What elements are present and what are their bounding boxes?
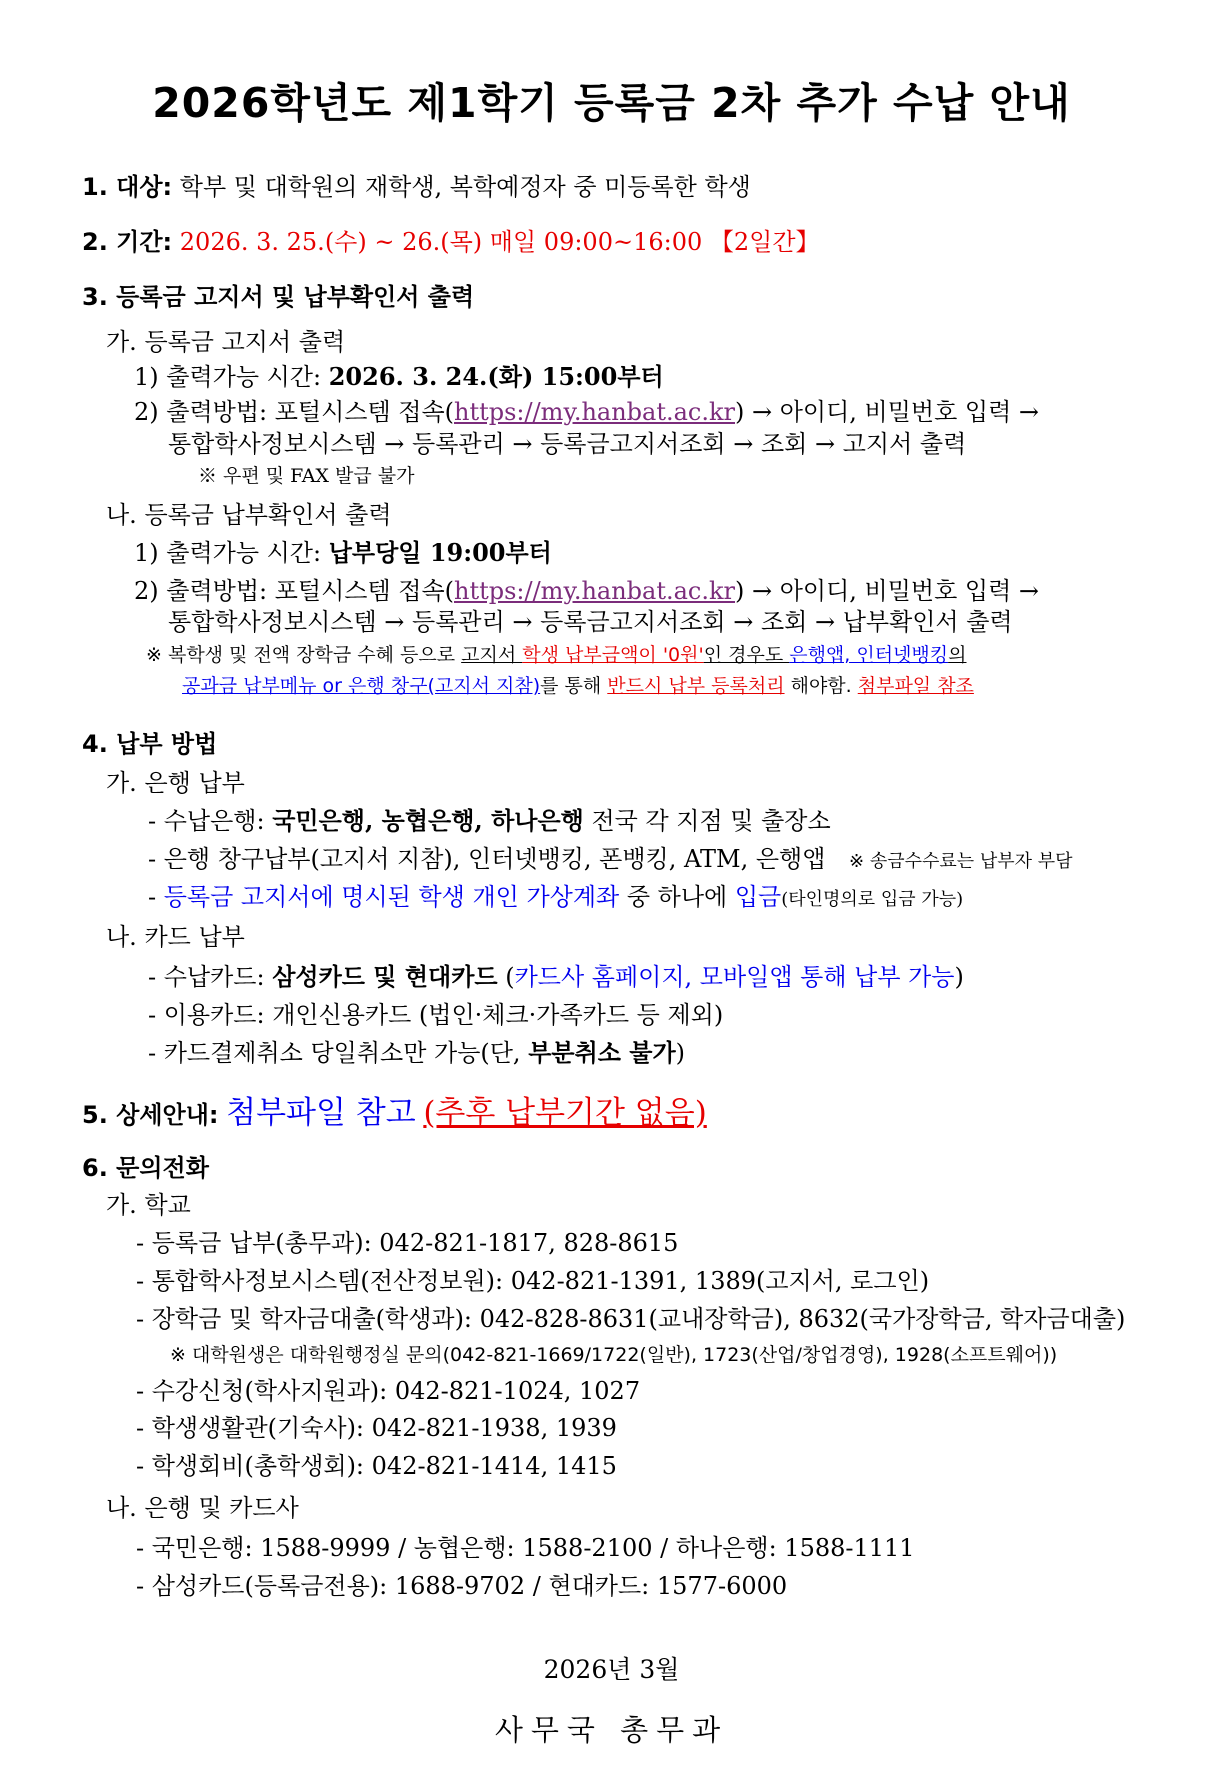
- notice-zero-amount: 학생 납부금액이 '0원': [522, 644, 704, 666]
- period-days: 【2일간】: [709, 228, 820, 256]
- period-text: 2026. 3. 25.(수) ~ 26.(목) 매일 09:00~16:00: [179, 228, 703, 256]
- footer-date: 2026년 3월: [543, 1655, 680, 1684]
- notice-part-6: 의: [948, 644, 967, 666]
- contact-student-council: - 학생회비(총학생회): 042-821-1414, 1415: [136, 1452, 617, 1480]
- no-later-period: (추후 납부기간 없음): [423, 1095, 707, 1131]
- bill-print-note: ※ 우편 및 FAX 발급 불가: [198, 465, 415, 487]
- bank-methods-text: - 은행 창구납부(고지서 지참), 인터넷뱅킹, 폰뱅킹, ATM, 은행앱: [148, 845, 826, 873]
- cards-channels: 카드사 홈페이지, 모바일앱 통해 납부 가능: [514, 963, 955, 991]
- section-4-na-heading: 나. 카드 납부: [106, 923, 245, 951]
- cards-list: 삼성카드 및 현대카드: [272, 962, 498, 991]
- virtual-account-line: [148, 882, 963, 915]
- bill-print-time-value: 2026. 3. 24.(화) 15:00부터: [328, 362, 664, 391]
- notice-banking: 은행앱, 인터넷뱅킹: [789, 644, 949, 666]
- notice-part-1: ※ 복학생 및 전액 장학금 수혜 등으로: [146, 644, 462, 666]
- bill-print-time: [134, 362, 664, 392]
- virtual-account-dash: -: [148, 883, 164, 911]
- notice-part-8: 를 통해: [540, 675, 608, 697]
- zero-amount-notice-line1: [146, 640, 967, 670]
- card-cancel-close: ): [675, 1039, 686, 1067]
- section-3-ga-heading: 가. 등록금 고지서 출력: [106, 328, 346, 356]
- bill-print-method-line2: 통합학사정보시스템 → 등록관리 → 등록금고지서조회 → 조회 → 고지서 출력: [168, 430, 967, 458]
- banks-list: 국민은행, 농협은행, 하나은행: [272, 806, 584, 835]
- footer-organization: 사무국 총무과: [494, 1713, 729, 1747]
- contact-scholarship: - 장학금 및 학자금대출(학생과): 042-828-8631(교내장학금), 8632(국가장학금, 학자금대출): [136, 1305, 1126, 1333]
- bank-fee-note: ※ 송금수수료는 납부자 부담: [849, 851, 1073, 872]
- virtual-account-text: 등록금 고지서에 명시된 학생 개인 가상계좌: [163, 883, 620, 911]
- section-1-text: 학부 및 대학원의 재학생, 복학예정자 중 미등록한 학생: [179, 173, 751, 201]
- receipt-print-method-after: ) → 아이디, 비밀번호 입력 →: [735, 577, 1040, 605]
- card-partial-cancel: 부분취소 불가: [528, 1038, 676, 1067]
- section-2-period: [82, 227, 820, 257]
- notice-attachment: 첨부파일 참조: [857, 675, 974, 697]
- cards-paren-close: ): [954, 963, 964, 991]
- section-5-label: 5. 상세안내:: [82, 1101, 219, 1129]
- contact-course-registration: - 수강신청(학사지원과): 042-821-1024, 1027: [136, 1377, 641, 1405]
- contact-tuition: - 등록금 납부(총무과): 042-821-1817, 828-8615: [136, 1229, 679, 1257]
- notice-part-10: 해야함.: [784, 675, 858, 697]
- zero-amount-notice-line2: [182, 671, 974, 701]
- bank-payment-banks: [148, 806, 831, 836]
- banks-branches: 전국 각 지점 및 출장소: [591, 807, 831, 835]
- bill-print-time-label: 1) 출력가능 시간:: [134, 363, 322, 391]
- card-types: - 이용카드: 개인신용카드 (법인·체크·가족카드 등 제외): [148, 1001, 724, 1029]
- notice-must-register: 반드시 납부 등록처리: [607, 675, 785, 697]
- section-6-na-heading: 나. 은행 및 카드사: [106, 1494, 299, 1522]
- section-3-na-heading: 나. 등록금 납부확인서 출력: [106, 501, 392, 529]
- virtual-account-mid: 중 하나에: [619, 883, 735, 911]
- contact-academic-system: - 통합학사정보시스템(전산정보원): 042-821-1391, 1389(고지서, 로그인): [136, 1267, 930, 1295]
- receipt-print-method: [134, 576, 1039, 606]
- notice-part-4: 인 경우도: [703, 644, 790, 666]
- bill-print-method: [134, 397, 1039, 427]
- bill-print-method-label: 2) 출력방법: 포털시스템 접속(: [134, 398, 454, 426]
- section-1-target: [82, 172, 751, 202]
- contact-cards: - 삼성카드(등록금전용): 1688-9702 / 현대카드: 1577-6000: [136, 1572, 788, 1600]
- cards-paren-open: (: [505, 963, 515, 991]
- attachment-reference: 첨부파일 참고: [226, 1095, 416, 1131]
- card-payment-cards: [148, 962, 964, 992]
- virtual-account-deposit: 입금: [734, 883, 782, 911]
- page-title: 2026학년도 제1학기 등록금 2차 추가 수납 안내: [152, 79, 1071, 127]
- portal-link[interactable]: https://my.hanbat.ac.kr: [454, 398, 736, 426]
- section-1-label: 1. 대상:: [82, 173, 173, 201]
- notice-payment-menu: 공과금 납부메뉴 or 은행 창구(고지서 지참): [182, 675, 541, 697]
- cards-label: - 수납카드:: [148, 963, 265, 991]
- receipt-print-time-label: 1) 출력가능 시간:: [134, 539, 322, 567]
- contact-banks: - 국민은행: 1588-9999 / 농협은행: 1588-2100 / 하나은행: 1588-1111: [136, 1534, 915, 1562]
- contact-graduate-note: ※ 대학원생은 대학원행정실 문의(042-821-1669/1722(일반), 1723(산업/창업경영), 1928(소프트웨어)): [170, 1344, 1058, 1366]
- section-3-heading: 3. 등록금 고지서 및 납부확인서 출력: [82, 283, 475, 311]
- contact-dormitory: - 학생생활관(기숙사): 042-821-1938, 1939: [136, 1414, 617, 1442]
- portal-link-2[interactable]: https://my.hanbat.ac.kr: [454, 577, 736, 605]
- receipt-print-method-label: 2) 출력방법: 포털시스템 접속(: [134, 577, 454, 605]
- banks-label: - 수납은행:: [148, 807, 265, 835]
- receipt-print-time-value: 납부당일 19:00부터: [328, 538, 552, 567]
- notice-part-2: 고지서: [461, 644, 523, 666]
- bill-print-method-after: ) → 아이디, 비밀번호 입력 →: [735, 398, 1040, 426]
- virtual-account-note: (타인명의로 입금 가능): [781, 889, 964, 910]
- section-5-details: [82, 1093, 707, 1135]
- card-cancel-text: - 카드결제취소 당일취소만 가능(단,: [148, 1039, 529, 1067]
- section-4-ga-heading: 가. 은행 납부: [106, 769, 245, 797]
- section-6-heading: 6. 문의전화: [82, 1154, 209, 1182]
- bank-payment-methods: [148, 844, 1073, 877]
- card-cancel-policy: [148, 1038, 685, 1068]
- receipt-print-method-line2: 통합학사정보시스템 → 등록관리 → 등록금고지서조회 → 조회 → 납부확인서 출력: [168, 608, 1013, 636]
- section-4-heading: 4. 납부 방법: [82, 730, 218, 758]
- section-2-label: 2. 기간:: [82, 228, 173, 256]
- section-6-ga-heading: 가. 학교: [106, 1191, 191, 1219]
- receipt-print-time: [134, 538, 552, 568]
